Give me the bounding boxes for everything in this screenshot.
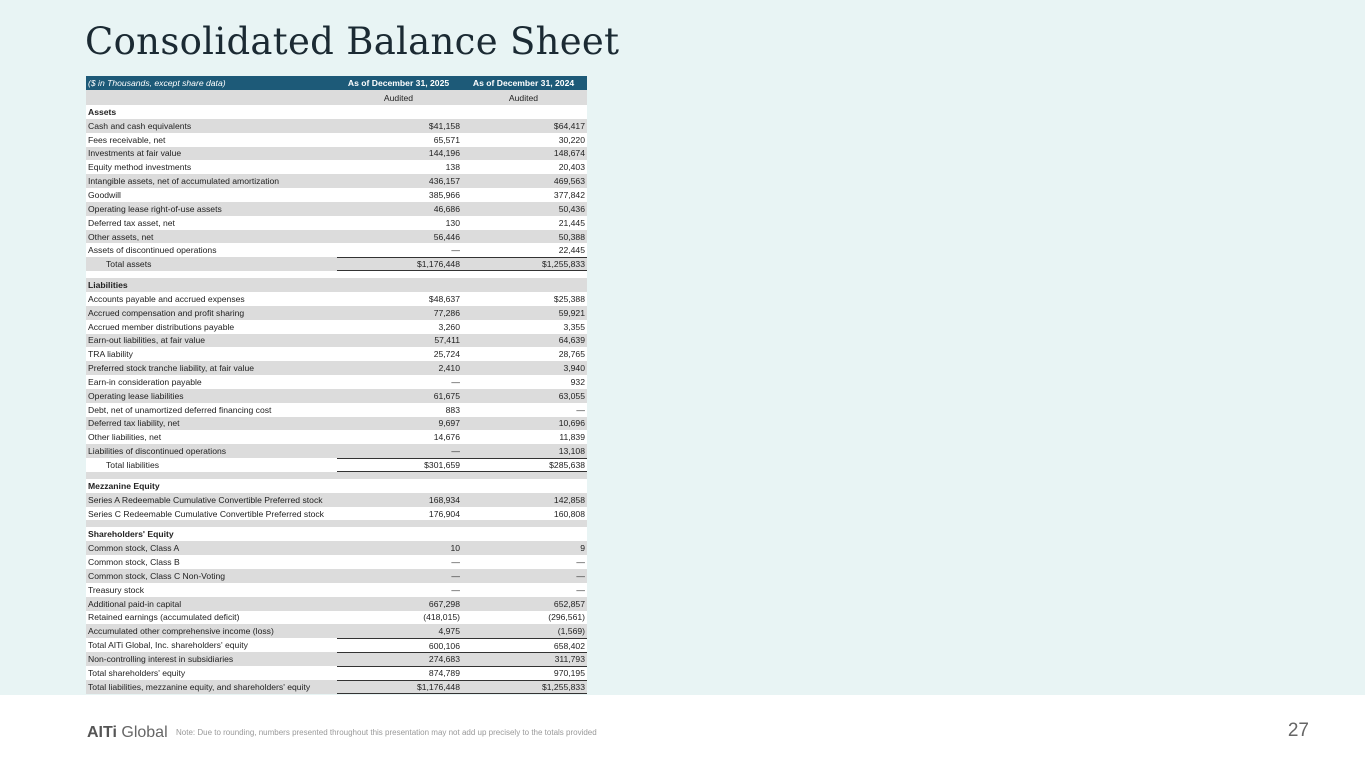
table-row xyxy=(86,292,587,306)
section-header xyxy=(86,278,587,292)
value-2025: $48,637 xyxy=(428,293,460,304)
value-2025: — xyxy=(451,446,460,457)
value-2024: 160,808 xyxy=(553,508,585,519)
row-label: Common stock, Class C Non-Voting xyxy=(88,570,226,581)
table-row xyxy=(86,507,587,521)
value-2024: $25,388 xyxy=(553,293,585,304)
value-2024: 22,445 xyxy=(558,245,585,256)
spacer-row xyxy=(86,520,587,527)
row-label: Non-controlling interest in subsidiaries xyxy=(88,653,234,664)
table-row xyxy=(86,306,587,320)
value-2025 xyxy=(337,278,462,292)
table-row xyxy=(86,347,587,361)
value-2025: — xyxy=(451,570,460,581)
row-label: Series C Redeemable Cumulative Convertible Preferred stock xyxy=(88,508,324,519)
table-row xyxy=(86,216,587,230)
value-2025: $41,158 xyxy=(428,120,460,131)
table-row xyxy=(86,389,587,403)
value-2025: 3,260 xyxy=(438,321,460,332)
audited-row xyxy=(86,90,587,105)
row-label: Deferred tax asset, net xyxy=(88,217,175,228)
spacer-row xyxy=(86,472,587,479)
value-2024: 652,857 xyxy=(553,598,585,609)
table-row xyxy=(86,583,587,597)
table-row xyxy=(86,680,587,694)
row-label: Liabilities xyxy=(88,280,128,291)
table-row xyxy=(86,174,587,188)
value-2024: 64,639 xyxy=(558,335,585,346)
row-label: Fees receivable, net xyxy=(88,134,166,145)
row-label: Mezzanine Equity xyxy=(88,480,160,491)
row-label: Investments at fair value xyxy=(88,148,182,159)
table-row xyxy=(86,597,587,611)
value-2024: 970,195 xyxy=(462,666,587,680)
value-2024: $285,638 xyxy=(462,458,587,472)
audited-2024: Audited xyxy=(508,92,539,103)
row-label: Total shareholders' equity xyxy=(88,667,186,678)
value-2025: 874,789 xyxy=(337,666,462,680)
table-row xyxy=(86,361,587,375)
row-label: Intangible assets, net of accumulated amortization xyxy=(88,176,280,187)
value-2024: 9 xyxy=(580,543,585,554)
value-2024 xyxy=(462,479,587,493)
row-label: Debt, net of unamortized deferred financing cost xyxy=(88,404,272,415)
value-2025: 130 xyxy=(445,217,460,228)
table-row xyxy=(86,458,587,472)
value-2024: — xyxy=(576,557,585,568)
value-2025: (418,015) xyxy=(423,612,460,623)
table-row xyxy=(86,147,587,161)
table-row xyxy=(86,403,587,417)
table-row xyxy=(86,652,587,666)
value-2024: $1,255,833 xyxy=(462,257,587,271)
value-2024: 21,445 xyxy=(558,217,585,228)
value-2025: 667,298 xyxy=(428,598,460,609)
value-2024: 932 xyxy=(570,376,585,387)
value-2024 xyxy=(462,278,587,292)
table-row xyxy=(86,541,587,555)
value-2025: 77,286 xyxy=(433,307,460,318)
row-label: Shareholders' Equity xyxy=(88,529,174,540)
value-2024: 63,055 xyxy=(558,390,585,401)
value-2024: 658,402 xyxy=(462,638,587,652)
row-label: Other assets, net xyxy=(88,231,154,242)
row-label: Liabilities of discontinued operations xyxy=(88,446,227,457)
table-row xyxy=(86,334,587,348)
row-label: Treasury stock xyxy=(88,584,145,595)
value-2024: 59,921 xyxy=(558,307,585,318)
value-2024: 148,674 xyxy=(553,148,585,159)
row-label: Preferred stock tranche liability, at fair value xyxy=(88,363,255,374)
value-2024: 50,388 xyxy=(558,231,585,242)
value-2024: 50,436 xyxy=(558,203,585,214)
row-label: Earn-in consideration payable xyxy=(88,376,202,387)
header-2025: As of December 31, 2025 xyxy=(347,78,450,88)
row-label: Operating lease right-of-use assets xyxy=(88,203,222,214)
table-row xyxy=(86,430,587,444)
spacer-row xyxy=(86,271,587,278)
row-label: TRA liability xyxy=(88,349,133,360)
table-row xyxy=(86,257,587,271)
value-2025: 600,106 xyxy=(337,638,462,652)
row-label: Equity method investments xyxy=(88,162,192,173)
table-row xyxy=(86,569,587,583)
row-label: Goodwill xyxy=(88,189,121,200)
value-2024: 20,403 xyxy=(558,162,585,173)
aiti-global-logo: AITi Global xyxy=(87,724,168,741)
table-row xyxy=(86,611,587,625)
table-row xyxy=(86,133,587,147)
value-2025 xyxy=(337,527,462,541)
value-2025 xyxy=(337,479,462,493)
value-2025: — xyxy=(451,245,460,256)
row-label: Retained earnings (accumulated deficit) xyxy=(88,612,240,623)
value-2024: 28,765 xyxy=(558,349,585,360)
row-label: Additional paid-in capital xyxy=(88,598,182,609)
table-row xyxy=(86,230,587,244)
row-label: Earn-out liabilities, at fair value xyxy=(88,335,206,346)
table-row xyxy=(86,493,587,507)
value-2025: 10 xyxy=(450,543,460,554)
value-2024: 3,940 xyxy=(563,363,585,374)
table-row xyxy=(86,202,587,216)
table-row xyxy=(86,666,587,680)
row-label: Accumulated other comprehensive income (loss) xyxy=(88,626,274,637)
table-header xyxy=(86,76,587,90)
value-2024: — xyxy=(576,584,585,595)
value-2025: 2,410 xyxy=(438,363,460,374)
value-2024: 11,839 xyxy=(559,432,585,443)
value-2025: 65,571 xyxy=(433,134,460,145)
value-2025: 46,686 xyxy=(433,203,460,214)
section-header xyxy=(86,479,587,493)
value-2025: — xyxy=(451,376,460,387)
row-label: Common stock, Class B xyxy=(88,557,180,568)
row-label: Cash and cash equivalents xyxy=(88,120,192,131)
table-row xyxy=(86,638,587,652)
value-2025: 9,697 xyxy=(438,418,460,429)
audited-2025: Audited xyxy=(383,92,414,103)
value-2025: 56,446 xyxy=(433,231,460,242)
value-2025: — xyxy=(451,584,460,595)
value-2024: 30,220 xyxy=(558,134,585,145)
value-2024: $1,255,833 xyxy=(462,680,587,694)
value-2025: 57,411 xyxy=(434,335,460,346)
value-2024: 142,858 xyxy=(553,494,585,505)
table-row xyxy=(86,188,587,202)
value-2025: 274,683 xyxy=(337,652,462,666)
value-2024: — xyxy=(576,404,585,415)
row-label: Accrued member distributions payable xyxy=(88,321,235,332)
value-2024: 3,355 xyxy=(563,321,585,332)
row-label: Deferred tax liability, net xyxy=(88,418,180,429)
section-header xyxy=(86,105,587,119)
row-label: Series A Redeemable Cumulative Convertible Preferred stock xyxy=(88,494,323,505)
row-label: Operating lease liabilities xyxy=(88,390,184,401)
page-number: 27 xyxy=(1287,720,1309,741)
table-row xyxy=(86,243,587,257)
value-2025: 4,975 xyxy=(438,626,460,637)
table-row xyxy=(86,375,587,389)
value-2024 xyxy=(462,527,587,541)
value-2025: 144,196 xyxy=(428,148,460,159)
section-header xyxy=(86,527,587,541)
row-label: Accounts payable and accrued expenses xyxy=(88,293,245,304)
table-row xyxy=(86,160,587,174)
value-2025: 138 xyxy=(445,162,460,173)
header-2024: As of December 31, 2024 xyxy=(472,78,575,88)
row-label: Other liabilities, net xyxy=(88,432,162,443)
value-2024: (1,569) xyxy=(557,626,585,637)
value-2024: (296,561) xyxy=(548,612,585,623)
table-row xyxy=(86,320,587,334)
value-2025: 176,904 xyxy=(428,508,460,519)
value-2025: 883 xyxy=(445,404,460,415)
row-label: Accrued compensation and profit sharing xyxy=(88,307,245,318)
table-row xyxy=(86,444,587,458)
page-title: Consolidated Balance Sheet xyxy=(85,20,620,63)
row-label: Total liabilities, mezzanine equity, and shareholders' equity xyxy=(88,681,311,692)
row-label: Assets of discontinued operations xyxy=(88,245,217,256)
value-2025: $1,176,448 xyxy=(337,257,462,271)
value-2024: 469,563 xyxy=(553,176,585,187)
value-2024 xyxy=(462,105,587,119)
value-2024: 13,108 xyxy=(558,446,585,457)
value-2025: — xyxy=(451,557,460,568)
value-2025: $1,176,448 xyxy=(337,680,462,694)
value-2025: 14,676 xyxy=(433,432,460,443)
table-row xyxy=(86,555,587,569)
value-2024: — xyxy=(576,570,585,581)
value-2025: 436,157 xyxy=(428,176,460,187)
row-label: Total assets xyxy=(106,259,152,270)
footnote: Note: Due to rounding, numbers presented throughout this presentation may not add up precisely to the totals provided xyxy=(176,728,597,737)
header-units: ($ in Thousands, except share data) xyxy=(88,78,226,88)
value-2025: 25,724 xyxy=(433,349,460,360)
row-label: Common stock, Class A xyxy=(88,543,180,554)
value-2025: 168,934 xyxy=(428,494,460,505)
balance-sheet-table xyxy=(86,76,587,694)
value-2024: 311,793 xyxy=(462,652,587,666)
value-2025: 61,675 xyxy=(433,390,460,401)
table-row xyxy=(86,119,587,133)
row-label: Assets xyxy=(88,106,117,117)
value-2024: 377,842 xyxy=(553,189,585,200)
value-2024: $64,417 xyxy=(553,120,585,131)
value-2024: 10,696 xyxy=(558,418,585,429)
value-2025 xyxy=(337,105,462,119)
table-row xyxy=(86,417,587,431)
row-label: Total AITi Global, Inc. shareholders' equity xyxy=(88,640,248,651)
row-label: Total liabilities xyxy=(106,460,160,471)
value-2025: 385,966 xyxy=(428,189,460,200)
value-2025: $301,659 xyxy=(337,458,462,472)
table-row xyxy=(86,624,587,638)
